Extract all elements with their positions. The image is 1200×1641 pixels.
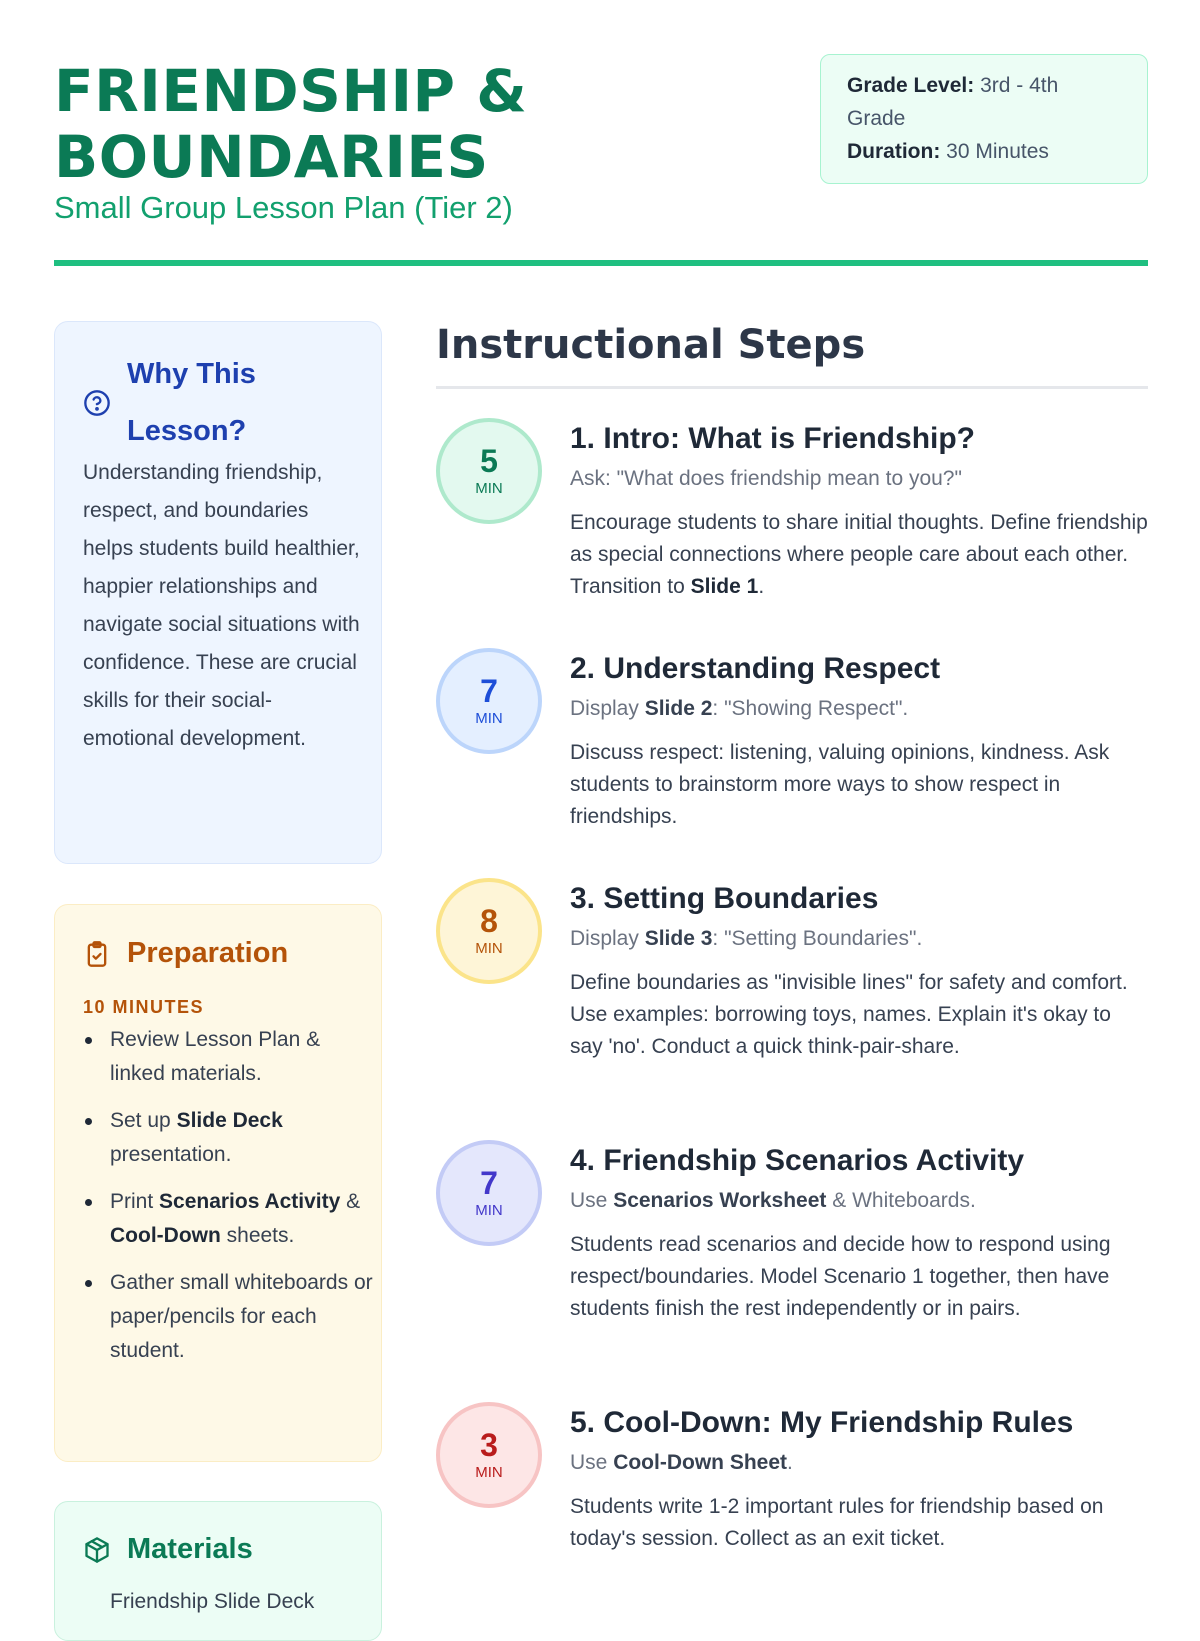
step-duration-badge bbox=[436, 878, 542, 984]
page-subtitle: Small Group Lesson Plan (Tier 2) bbox=[54, 190, 513, 225]
step-minutes-unit: MIN bbox=[475, 1464, 503, 1481]
question-circle-icon bbox=[83, 389, 111, 417]
list-item-text: Set up bbox=[110, 1109, 177, 1132]
step-subtitle-text: Ask: "What does friendship mean to you?" bbox=[570, 467, 962, 490]
grade-level-label: Grade Level: bbox=[847, 74, 975, 97]
header-divider bbox=[54, 260, 1148, 266]
step-subtitle-text: : "Showing Respect". bbox=[712, 697, 909, 720]
lesson-info-box bbox=[820, 54, 1148, 184]
step-desc-emphasis: Slide 1 bbox=[690, 575, 759, 598]
duration-label: Duration: bbox=[847, 140, 941, 163]
header bbox=[54, 52, 1148, 268]
materials-card bbox=[54, 1501, 382, 1641]
package-icon bbox=[83, 1536, 111, 1564]
step-subtitle-emphasis: Slide 3 bbox=[644, 927, 713, 950]
list-item-text: presentation. bbox=[110, 1143, 232, 1166]
step-duration-badge bbox=[436, 648, 542, 754]
list-item-emphasis: Cool-Down bbox=[110, 1224, 221, 1247]
step-desc-text: . bbox=[758, 575, 765, 598]
step-subtitle-text: Use bbox=[570, 1451, 614, 1474]
duration-value: 30 Minutes bbox=[946, 140, 1049, 163]
steps-section-title: Instructional Steps bbox=[436, 322, 866, 368]
step-minutes-unit: MIN bbox=[475, 1202, 503, 1219]
list-item-text: Print bbox=[110, 1190, 160, 1213]
prep-time-label: 10 MINUTES bbox=[83, 997, 205, 1017]
step-minutes: 7 bbox=[480, 1165, 498, 1201]
step-minutes-unit: MIN bbox=[475, 940, 503, 957]
step-minutes-unit: MIN bbox=[475, 710, 503, 727]
prep-card-header bbox=[83, 937, 288, 970]
step-duration-badge bbox=[436, 418, 542, 524]
step-subtitle bbox=[570, 695, 1148, 723]
list-item bbox=[83, 1185, 373, 1253]
grade-level bbox=[847, 69, 1121, 135]
step-subtitle-text: & Whiteboards. bbox=[826, 1189, 976, 1212]
step-subtitle-text: Use bbox=[570, 1189, 614, 1212]
step-description: Students read scenarios and decide how to respond using respect/boundaries. Model Scenario 1 together, then have students finish the rest independently or in pairs. bbox=[570, 1233, 1111, 1320]
step-duration-badge bbox=[436, 1140, 542, 1246]
step-minutes: 7 bbox=[480, 673, 498, 709]
materials-card-header bbox=[83, 1533, 253, 1566]
steps-divider bbox=[436, 386, 1148, 389]
step-subtitle-text: : "Setting Boundaries". bbox=[712, 927, 923, 950]
step-subtitle bbox=[570, 1449, 1148, 1477]
step-subtitle bbox=[570, 925, 1148, 953]
step-subtitle-emphasis: Scenarios Worksheet bbox=[613, 1189, 827, 1212]
step-desc-text: Encourage students to share initial thoughts. Define friendship as special connections where people care about each other. Transition to bbox=[570, 511, 1148, 598]
step-body bbox=[570, 1405, 1148, 1555]
duration bbox=[847, 135, 1121, 168]
step-body bbox=[570, 881, 1148, 1063]
page-title: FRIENDSHIP & BOUNDARIES bbox=[54, 57, 528, 191]
step-minutes: 5 bbox=[480, 443, 498, 479]
list-item-text: Review Lesson Plan & linked materials. bbox=[110, 1028, 321, 1085]
list-item-text: sheets. bbox=[220, 1224, 295, 1247]
grade-level-value: 3rd - 4th Grade bbox=[847, 74, 1059, 130]
step-subtitle-emphasis: Slide 2 bbox=[644, 697, 713, 720]
step-body bbox=[570, 1143, 1148, 1325]
why-card-text: Understanding friendship, respect, and boundaries helps students build healthier, happier relationships and navigate social situations with confidence. These are crucial skills for their social-emotional development. bbox=[83, 461, 360, 750]
step-description bbox=[570, 507, 1148, 603]
why-this-lesson-card bbox=[54, 321, 382, 864]
step-minutes: 3 bbox=[480, 1427, 498, 1463]
prep-list bbox=[83, 1023, 373, 1381]
step-body bbox=[570, 651, 1148, 833]
why-card-header bbox=[83, 346, 327, 460]
list-item-emphasis: Scenarios Activity bbox=[159, 1190, 341, 1213]
materials-card-title: Materials bbox=[127, 1533, 253, 1565]
list-item-text: Gather small whiteboards or paper/pencils for each student. bbox=[110, 1271, 373, 1362]
list-item bbox=[83, 1104, 373, 1172]
list-item-text: & bbox=[340, 1190, 361, 1213]
prep-card-title: Preparation bbox=[127, 937, 289, 969]
step-subtitle-text: Display bbox=[570, 927, 645, 950]
step-body bbox=[570, 421, 1148, 603]
step-minutes-unit: MIN bbox=[475, 480, 503, 497]
step-subtitle bbox=[570, 1187, 1148, 1215]
preparation-card bbox=[54, 904, 382, 1462]
step-description: Discuss respect: listening, valuing opinions, kindness. Ask students to brainstorm more ways to show respect in friendships. bbox=[570, 741, 1110, 828]
step-subtitle-text: . bbox=[787, 1451, 793, 1474]
clipboard-check-icon bbox=[83, 940, 111, 968]
step-subtitle bbox=[570, 465, 1148, 493]
step-title: 4. Friendship Scenarios Activity bbox=[570, 1144, 1025, 1177]
step-description: Students write 1-2 important rules for friendship based on today's session. Collect as an exit ticket. bbox=[570, 1495, 1104, 1550]
list-item bbox=[83, 1266, 373, 1368]
step-subtitle-emphasis: Cool-Down Sheet bbox=[613, 1451, 788, 1474]
step-duration-badge bbox=[436, 1402, 542, 1508]
list-item bbox=[83, 1023, 373, 1091]
step-title: 5. Cool-Down: My Friendship Rules bbox=[570, 1406, 1074, 1439]
step-minutes: 8 bbox=[480, 903, 498, 939]
step-subtitle-text: Display bbox=[570, 697, 645, 720]
list-item-emphasis: Slide Deck bbox=[176, 1109, 283, 1132]
step-title: 1. Intro: What is Friendship? bbox=[570, 422, 975, 455]
step-title: 3. Setting Boundaries bbox=[570, 882, 879, 915]
why-card-title: Why This Lesson? bbox=[127, 358, 256, 447]
step-title: 2. Understanding Respect bbox=[570, 652, 941, 685]
materials-first-item: Friendship Slide Deck bbox=[110, 1590, 315, 1613]
step-description: Define boundaries as "invisible lines" for safety and comfort. Use examples: borrowing toys, names. Explain it's okay to say 'no'. Conduct a quick think-pair-share. bbox=[570, 971, 1128, 1058]
